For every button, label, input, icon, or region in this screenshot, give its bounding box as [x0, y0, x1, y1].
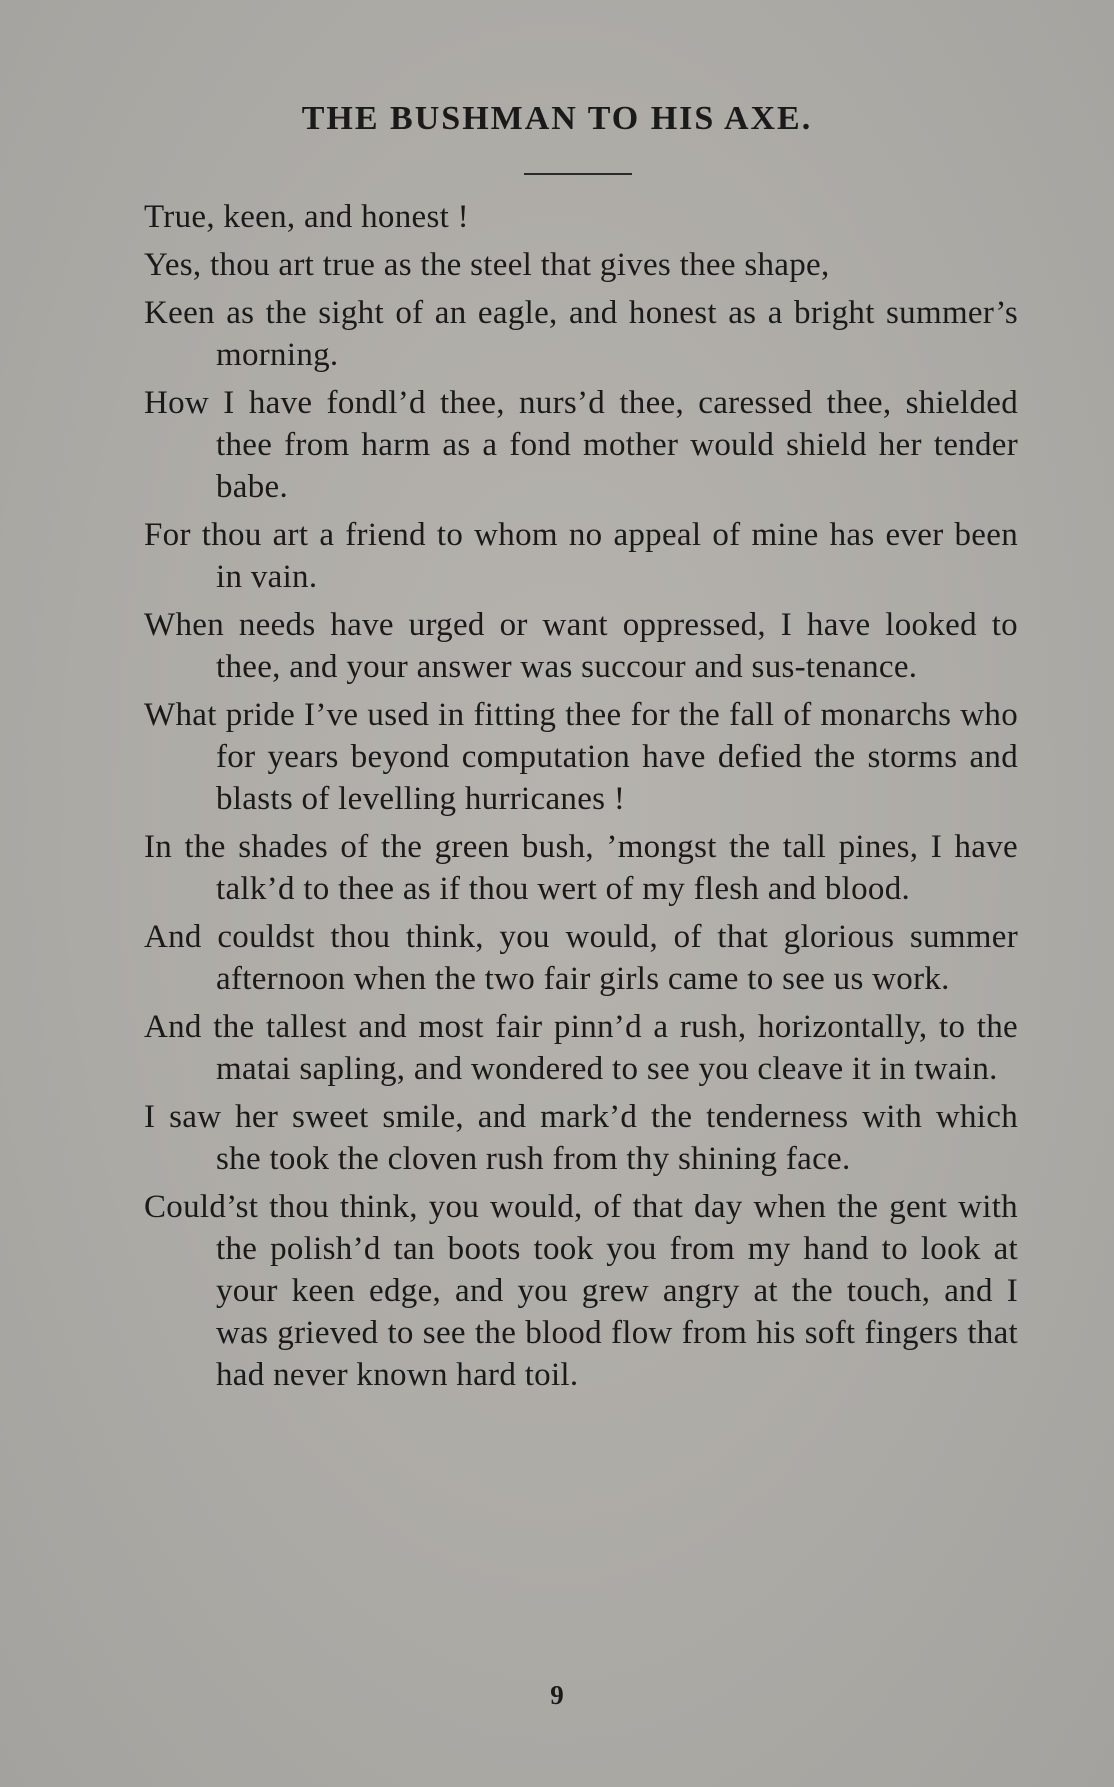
stanza-12: Could’st thou think, you would, of that day when the gent with the polish’d tan boots took you from my hand to look at your keen edge, and you grew angry at the touch, and I was grieved to see the blood flow from his soft fingers that had never known hard toil. — [144, 1189, 1018, 1393]
title-rule — [524, 173, 632, 175]
poem-title: THE BUSHMAN TO HIS AXE. — [301, 100, 813, 137]
stanza-4: How I have fondl’d thee, nurs’d thee, caressed thee, shielded thee from harm as a fond mother would shield her tender babe. — [144, 385, 1018, 505]
stanza-3: Keen as the sight of an eagle, and honest as a bright summer’s morning. — [144, 295, 1018, 373]
stanza-11: I saw her sweet smile, and mark’d the tenderness with which she took the cloven rush from thy shining face. — [144, 1099, 1018, 1177]
stanza-8: In the shades of the green bush, ’mongst the tall pines, I have talk’d to thee as if thou wert of my flesh and blood. — [144, 829, 1018, 907]
stanza-7: What pride I’ve used in fitting thee for the fall of monarchs who for years beyond computation have defied the storms and blasts of levelling hurricanes ! — [144, 697, 1018, 817]
stanza-2: Yes, thou art true as the steel that gives thee shape, — [144, 247, 830, 283]
stanza-1: True, keen, and honest ! — [144, 199, 469, 235]
stanza-10: And the tallest and most fair pinn’d a rush, horizontally, to the matai sapling, and wondered to see you cleave it in twain. — [144, 1009, 1018, 1087]
poem-body — [144, 196, 1018, 1402]
stanza-9: And couldst thou think, you would, of that glorious summer afternoon when the two fair girls came to see us work. — [144, 919, 1018, 997]
stanza-5: For thou art a friend to whom no appeal of mine has ever been in vain. — [144, 517, 1018, 595]
stanza-6: When needs have urged or want oppressed, I have looked to thee, and your answer was succour and sus-tenance. — [144, 607, 1018, 685]
page-number: 9 — [550, 1680, 564, 1710]
